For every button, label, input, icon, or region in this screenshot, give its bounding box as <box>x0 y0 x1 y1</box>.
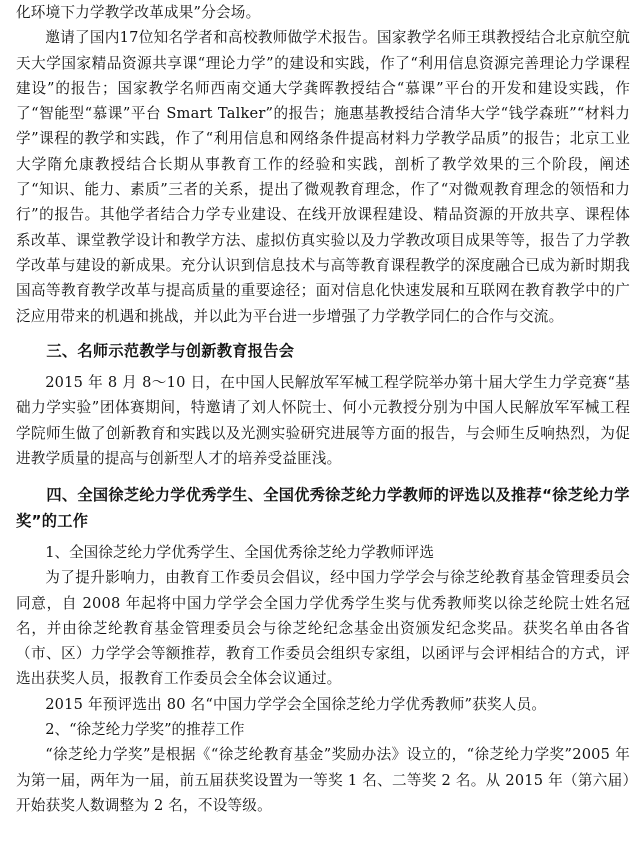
intro-tail-paragraph: 化环境下力学教学改革成果”分会场。 <box>16 4 261 21</box>
section-heading-3: 三、名师示范教学与创新教育报告会 <box>46 341 295 360</box>
section-heading-4: 四、全国徐芝纶力学优秀学生、全国优秀徐芝纶力学教师的评选以及推荐“徐芝纶力学奖”的工作 <box>16 486 630 530</box>
xu-zhilun-award-paragraph: “徐芝纶力学奖”是根据《“徐芝纶教育基金”奖励办法》设立的，“徐芝纶力学奖”2005 年为第一届，两年为一届，前五届获奖设置为一等奖 1 名、二等奖 2 名。从 2015 年（第六届）开始获奖人数调整为 2 名，不设等级。 <box>16 746 630 814</box>
document-page <box>16 0 630 818</box>
award-selection-paragraph: 为了提升影响力，由教育工作委员会倡议，经中国力学学会与徐芝纶教育基金管理委员会同意，自 2008 年起将中国力学学会全国力学优秀学生奖与优秀教师奖以徐芝纶院士姓名冠名，并由徐芝纶教育基金管理委员会与徐芝纶纪念基金出资颁发纪念奖品。获奖名单由各省（市、区）力学学会等额推荐，教育工作委员会组织专家组，以函评与会评相结合的方式，评选出获奖人员，报教育工作委员会全体会议通过。 <box>16 569 630 688</box>
section-gap <box>16 471 630 483</box>
subheading-1: 1、全国徐芝纶力学优秀学生、全国优秀徐芝纶力学教师评选 <box>45 543 434 561</box>
teaching-report-paragraph: 2015 年 8 月 8～10 日，在中国人民解放军军械工程学院举办第十届大学生力学竞赛“基础力学实验”团体赛期间，特邀请了刘人怀院士、何小元教授分别为中国人民解放军军械工程学院师生做了创新教育和实践以及光测实验研究进展等方面的报告，与会师生反响热烈，为促进教学质量的提高与创新型人才的培养受益匪浅。 <box>16 374 630 468</box>
section-gap <box>16 329 630 339</box>
preselection-2015-paragraph: 2015 年预评选出 80 名“中国力学学会全国徐芝纶力学优秀教师”获奖人员。 <box>45 695 547 713</box>
subheading-2: 2、“徐芝纶力学奖”的推荐工作 <box>45 721 245 739</box>
invited-reports-paragraph: 邀请了国内17位知名学者和高校教师做学术报告。国家教学名师王琪教授结合北京航空航天大学国家精品资源共享课“理论力学”的建设和实践，作了“利用信息资源完善理论力学课程建设”的报告；国家教学名师西南交通大学龚晖教授结合“慕课”平台的开发和建设实践，作了“智能型“慕课”平台 Smart Talker”的报告；施惠基教授结合清华大学“钱学森班”“材料力学”课程的教学和实践，作了“利用信息和网络条件提高材料力学教学品质”的报告；北京工业大学隋允康教授结合长期从事教育工作的经验和实践，剖析了教学效果的三个阶段，阐述了“知识、能力、素质”三者的关系，提出了微观教育理念，作了“对微观教育理念的领悟和力行”的报告。其他学者结合力学专业建设、在线开放课程建设、精品资源的开放共享、课程体系改革、课堂教学设计和教学方法、虚拟仿真实验以及力学教改项目成果等等，报告了力学教学改革与建设的新成果。充分认识到信息技术与高等教育课程教学的深度融合已成为新时期我国高等教育教学改革与提高质量的重要途径；面对信息化快速发展和互联网在教育教学中的广泛应用带来的机遇和挑战，并以此为平台进一步增强了力学教学同仁的合作与交流。 <box>16 29 630 325</box>
